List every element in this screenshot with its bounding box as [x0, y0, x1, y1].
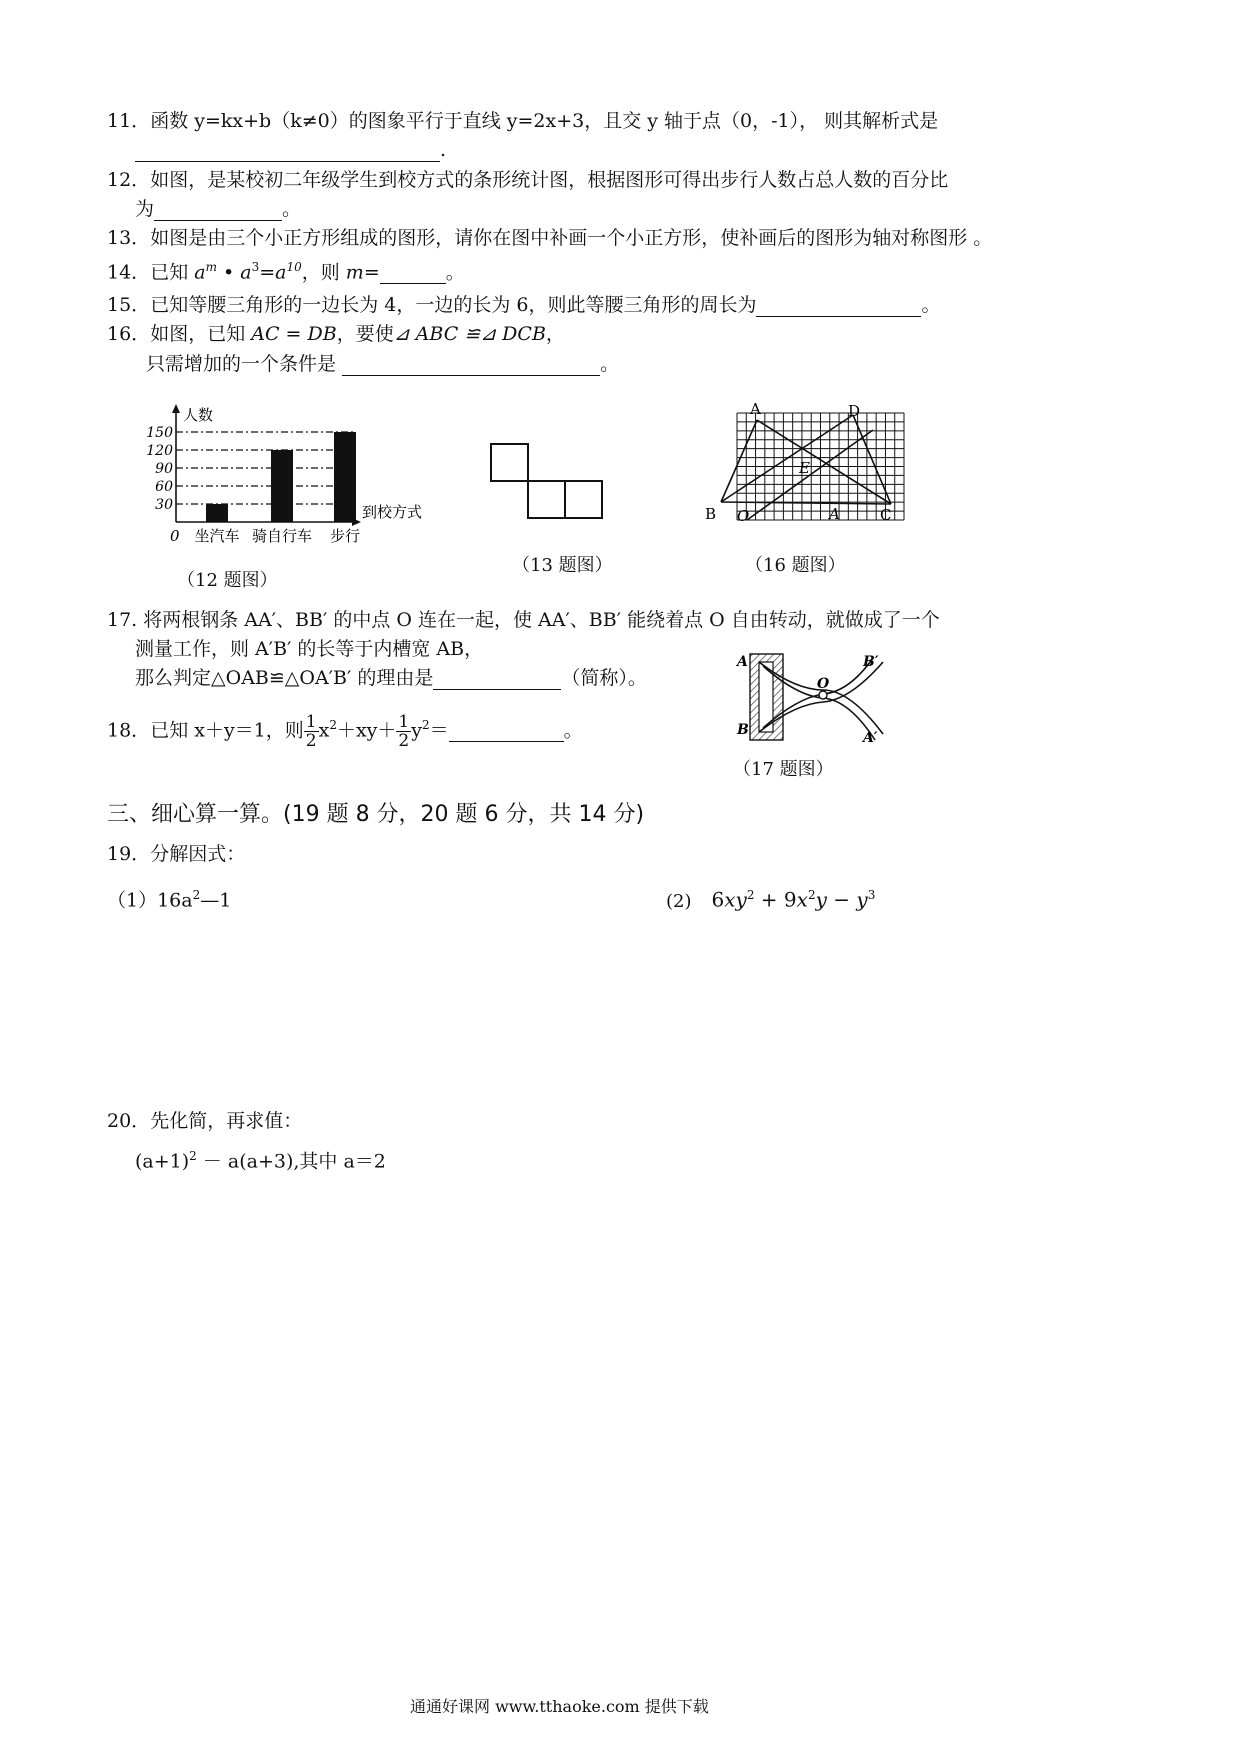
q18-x: x — [318, 719, 330, 742]
q16-mid: ，要使 — [336, 323, 394, 345]
q20-expr-b: － a(a+3),其中 a＝2 — [196, 1150, 386, 1173]
q19-p2-f: − — [826, 887, 857, 912]
fig16-caption: （16 题图） — [745, 555, 846, 576]
q17-text3: 那么判定△OAB≌△OA′B′ 的理由是 — [135, 667, 434, 689]
bar-1 — [206, 504, 228, 522]
question-17 — [107, 608, 940, 632]
question-16 — [107, 322, 565, 346]
tool-figure-fig17 — [735, 650, 895, 750]
q18-pre: 已知 x＋y＝1，则 — [150, 719, 304, 742]
q19-p2-d: x — [796, 887, 808, 912]
q11-answer-blank[interactable] — [135, 141, 440, 162]
q13-text: 如图是由三个小正方形组成的图形，请你在图中补画一个小正方形，使补画后的图形为轴对称图形 。 — [150, 227, 993, 249]
q14-a1: a — [194, 261, 206, 284]
question-13 — [107, 226, 992, 250]
category-label: 步行 — [329, 527, 361, 545]
q18-frac2-num: 1 — [398, 711, 410, 732]
q19-p2-g: y — [856, 887, 868, 912]
q12-text: 如图，是某校初二年级学生到校方式的条形统计图，根据图形可得出步行人数占总人数的百分比 — [150, 169, 949, 191]
q19-part1 — [107, 883, 231, 912]
q11-end: . — [440, 139, 447, 161]
q16-line2 — [146, 352, 619, 376]
q18-sup1: 2 — [329, 718, 337, 732]
x-axis-label: 到校方式 — [362, 503, 423, 521]
q19-p2-sup1: 2 — [746, 888, 755, 902]
q19-p2-sup2: 2 — [807, 888, 816, 902]
q12-answer-blank[interactable] — [154, 200, 282, 221]
q19-p2-b: xy — [724, 887, 747, 912]
label-E: E — [799, 459, 810, 477]
q18-y: y — [411, 719, 422, 742]
q19-p2-e: y — [815, 887, 827, 912]
question-15 — [107, 293, 940, 317]
question-14 — [107, 255, 465, 284]
q20-number: 20． — [107, 1110, 151, 1132]
fig17-caption: （17 题图） — [733, 759, 834, 780]
category-label: 坐汽车 — [194, 527, 240, 545]
q18-answer-blank[interactable] — [449, 721, 564, 742]
label-B: B — [705, 505, 717, 523]
q15-end: 。 — [921, 294, 941, 316]
q16-answer-blank[interactable] — [342, 355, 600, 376]
q11-text: 函数 y=kx+b（k≠0）的图象平行于直线 y=2x+3，且交 y 轴于点（0，-1）， 则其解析式是 — [150, 110, 939, 132]
y-tick-label: 60 — [155, 479, 173, 495]
q16-number: 16． — [107, 323, 151, 345]
q17-answer-blank[interactable] — [433, 669, 561, 690]
label-A: A — [737, 654, 748, 670]
q16-pre: 如图，已知 — [150, 323, 252, 345]
q14-end: 。 — [445, 261, 465, 284]
q19-part2 — [666, 883, 875, 914]
square-3 — [565, 481, 602, 518]
q19-p1-label: （1） — [107, 889, 158, 912]
q19-text: 分解因式： — [150, 843, 246, 865]
q14-sup2: 3 — [251, 260, 260, 274]
question-18 — [107, 703, 583, 752]
q11-number: 11． — [107, 110, 151, 132]
q14-sup3: 10 — [286, 260, 302, 274]
label-B: B — [737, 722, 749, 738]
label-Bprime: B′ — [863, 654, 879, 670]
q18-frac1-den: 2 — [305, 730, 317, 751]
q18-sup2: 2 — [421, 718, 430, 732]
q12-end: 。 — [282, 198, 302, 220]
y-axis-arrow — [172, 404, 180, 413]
label-O: O — [817, 676, 830, 692]
q18-frac2 — [396, 713, 411, 750]
label-C: C — [880, 506, 892, 524]
q16-eq2: ⊿ ABC ≌⊿ DCB — [393, 323, 546, 345]
section-3-title: 三、细心算一算。(19 题 8 分，20 题 6 分，共 14 分) — [107, 802, 645, 827]
pivot-O — [819, 691, 827, 699]
y-axis-label: 人数 — [183, 406, 214, 424]
question-11 — [107, 109, 938, 133]
q20-text: 先化简，再求值： — [150, 1110, 303, 1132]
q14-a3: a — [275, 261, 287, 284]
grid-figure-fig16 — [700, 398, 915, 533]
q14-a2: a — [240, 261, 252, 284]
bar-chart-fig12 — [135, 400, 445, 560]
q17-text2: 测量工作，则 A′B′ 的长等于内槽宽 AB， — [135, 638, 484, 660]
fig13-caption: （13 题图） — [512, 555, 613, 576]
q19-p1-a: 16a — [157, 889, 193, 912]
question-12 — [107, 168, 948, 192]
q17-number: 17. — [107, 609, 138, 631]
label-O: O — [737, 507, 750, 525]
label-A2: A — [829, 505, 840, 523]
q20-expression — [135, 1144, 386, 1173]
q16-line2-text: 只需增加的一个条件是 — [146, 353, 337, 375]
y-tick-label: 120 — [146, 443, 173, 459]
q18-eq: ＝ — [429, 719, 449, 742]
q18-frac1 — [304, 713, 319, 750]
label-Aprime: A′ — [863, 730, 878, 746]
square-1 — [491, 444, 528, 481]
q17-end3: （简称）。 — [561, 667, 647, 689]
q14-answer-blank[interactable] — [380, 263, 446, 284]
q15-text: 已知等腰三角形的一边长为 4，一边的长为 6，则此等腰三角形的周长为 — [150, 294, 757, 316]
q14-mid: ，则 — [301, 261, 346, 284]
q18-frac2-den: 2 — [398, 730, 410, 751]
segment-AC — [757, 420, 891, 504]
question-19 — [107, 842, 245, 866]
q12-answer-line — [135, 197, 301, 221]
q11-answer-line — [135, 138, 446, 162]
y-tick-label: 150 — [146, 425, 173, 441]
q19-p2-sup3: 3 — [867, 888, 876, 902]
q12-number: 12． — [107, 169, 151, 191]
q17-text1: 将两根钢条 AA′、BB′ 的中点 O 连在一起，使 AA′、BB′ 能绕着点 O 自由转动，就做成了一个 — [143, 609, 940, 631]
q16-end2: 。 — [600, 353, 620, 375]
q19-p1-b: —1 — [200, 889, 232, 912]
fig12-caption: （12 题图） — [177, 570, 278, 591]
q14-m: m — [345, 261, 364, 284]
q17-line3 — [135, 666, 647, 690]
square-2 — [528, 481, 565, 518]
category-label: 骑自行车 — [251, 527, 313, 545]
y-tick-label: 30 — [155, 497, 173, 513]
q19-number: 19． — [107, 843, 151, 865]
squares-fig13 — [488, 441, 608, 521]
q14-eq2: = — [363, 261, 380, 284]
bar-3 — [334, 432, 356, 522]
question-20 — [107, 1109, 302, 1133]
q13-number: 13． — [107, 227, 151, 249]
q18-frac1-num: 1 — [305, 711, 317, 732]
q14-eq: = — [259, 261, 276, 284]
q20-expr-a: (a+1) — [135, 1150, 190, 1173]
q18-mid2: ＋xy＋ — [336, 719, 397, 742]
q19-p2-c: + 9 — [754, 887, 797, 912]
y-tick-label: 90 — [155, 461, 173, 477]
q20-expr-sup: 2 — [189, 1149, 197, 1163]
q19-p2-a: 6 — [711, 887, 725, 912]
q15-number: 15． — [107, 294, 151, 316]
label-D: D — [848, 402, 861, 420]
q19-p1-sup: 2 — [192, 888, 201, 902]
q16-eq1: AC = DB — [251, 323, 337, 345]
q18-number: 18． — [107, 719, 151, 742]
q16-end1: ， — [545, 323, 565, 345]
q19-p2-label: (2) — [666, 890, 692, 912]
q12-cont: 为 — [135, 198, 155, 220]
footer-source: 通通好课网 www.tthaoke.com 提供下载 — [410, 1697, 709, 1716]
bar-2 — [271, 450, 293, 522]
q18-end: 。 — [563, 719, 583, 742]
label-A: A — [750, 400, 761, 418]
q17-line2 — [135, 637, 483, 661]
origin-label: 0 — [170, 527, 180, 545]
q14-pre: 已知 — [150, 261, 195, 284]
q14-dot: • — [216, 261, 241, 284]
q14-number: 14． — [107, 261, 151, 284]
q15-answer-blank[interactable] — [756, 296, 921, 317]
q14-sup1: m — [205, 260, 217, 274]
